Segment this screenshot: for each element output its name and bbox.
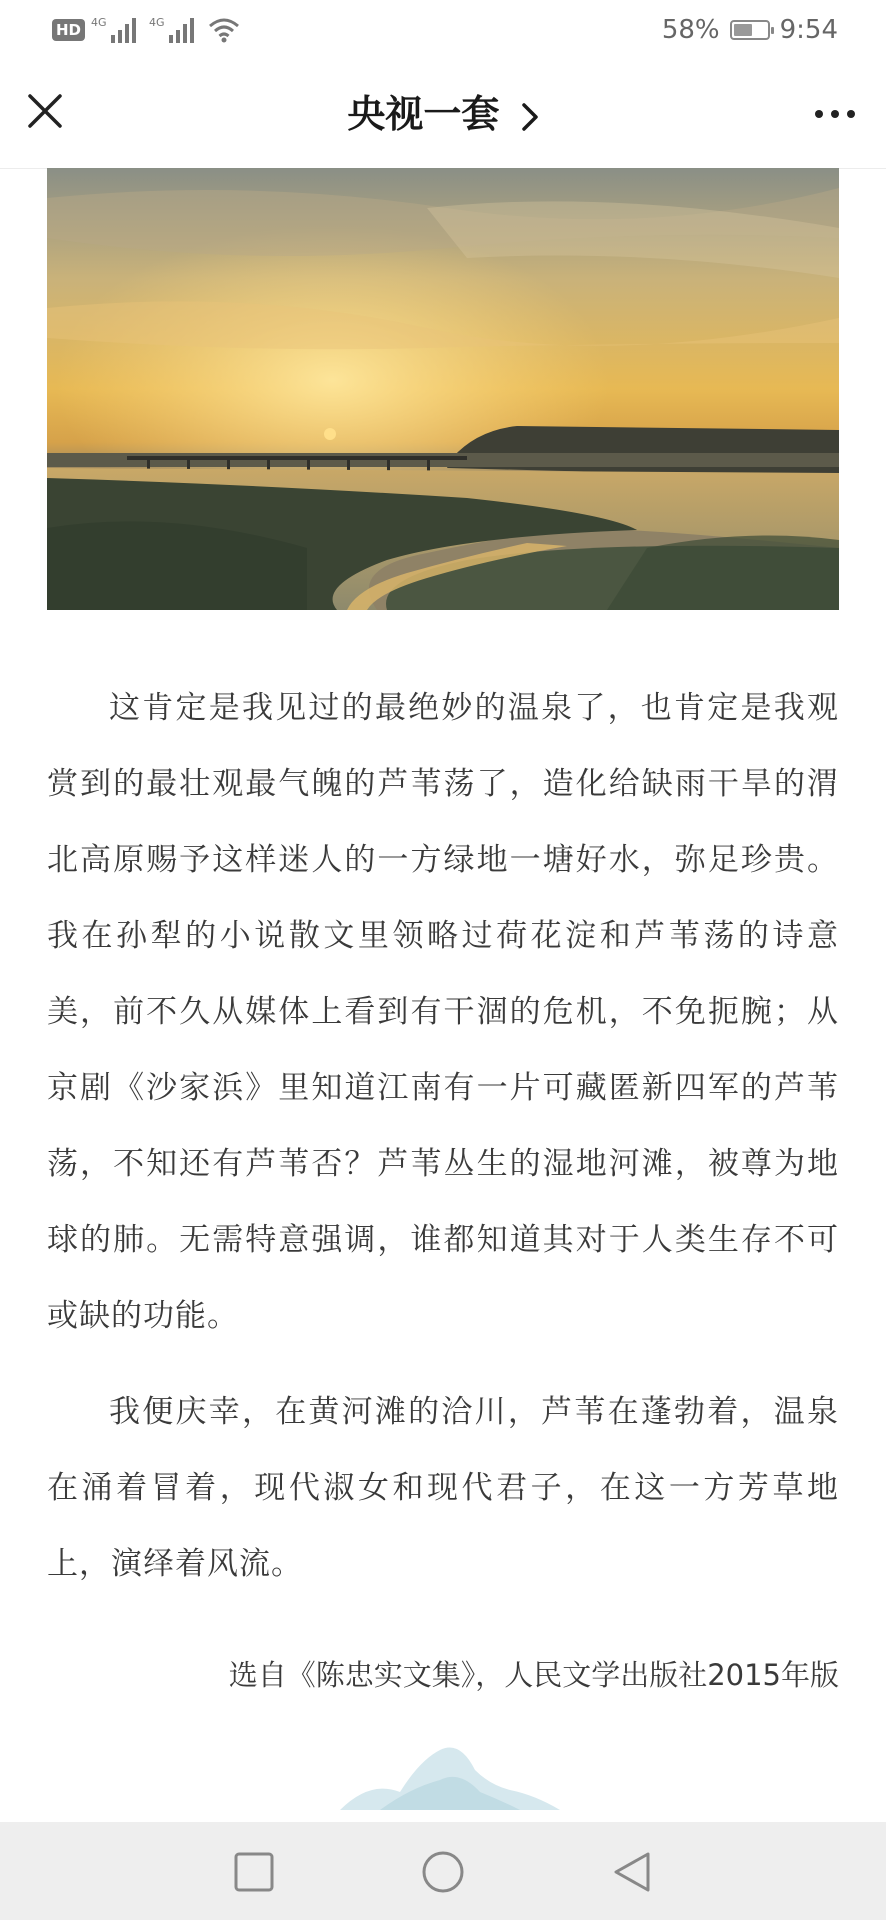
signal-icon-2	[149, 15, 201, 45]
account-title-link[interactable]	[0, 88, 886, 140]
more-icon[interactable]	[808, 94, 862, 134]
signal-2-label: 4G	[149, 16, 165, 29]
article-source: 选自《陈忠实文集》，人民文学出版社2015年版	[228, 1658, 839, 1692]
nav-bar	[0, 60, 886, 169]
battery-fill	[734, 24, 753, 36]
battery-icon	[730, 20, 770, 40]
square-icon[interactable]	[232, 1850, 276, 1894]
hd-badge: HD	[52, 19, 85, 41]
mountain-decoration-icon	[340, 1740, 560, 1810]
status-right	[662, 12, 838, 48]
article-paragraph: 我便庆幸，在黄河滩的洽川，芦苇在蓬勃着，温泉在涌着冒着，现代淑女和现代君子，在这一方芳草地上，演绎着风流。	[47, 1394, 839, 1582]
article-paragraph: 这肯定是我见过的最绝妙的温泉了，也肯定是我观赏到的最壮观最气魄的芦苇荡了，造化给缺雨干旱的渭北高原赐予这样迷人的一方绿地一塘好水，弥足珍贵。我在孙犁的小说散文里领略过荷花淀和芦苇荡的诗意美，前不久从媒体上看到有干涸的危机，不免扼腕；从京剧《沙家浜》里知道江南有一片可藏匿新四军的芦苇荡，不知还有芦苇否？芦苇丛生的湿地河滩，被尊为地球的肺。无需特意强调，谁都知道其对于人类生存不可或缺的功能。	[47, 690, 839, 1334]
status-bar	[0, 0, 886, 60]
status-left	[52, 14, 241, 46]
more-dot	[847, 110, 855, 118]
sunset-river-image	[47, 168, 839, 610]
hero-image	[47, 168, 839, 610]
signal-icon-1	[91, 15, 143, 45]
chevron-right-icon	[521, 102, 539, 132]
page-title: 央视一套	[347, 92, 500, 136]
system-navigation-bar	[0, 1822, 886, 1920]
more-dot	[815, 110, 823, 118]
battery-percent: 58%	[661, 15, 720, 45]
article-body	[47, 670, 839, 1622]
circle-icon[interactable]	[421, 1850, 465, 1894]
wifi-icon	[207, 16, 241, 44]
clock-time: 9:54	[779, 15, 838, 45]
signal-1-label: 4G	[91, 16, 107, 29]
more-dot	[831, 110, 839, 118]
triangle-back-icon[interactable]	[610, 1850, 654, 1894]
